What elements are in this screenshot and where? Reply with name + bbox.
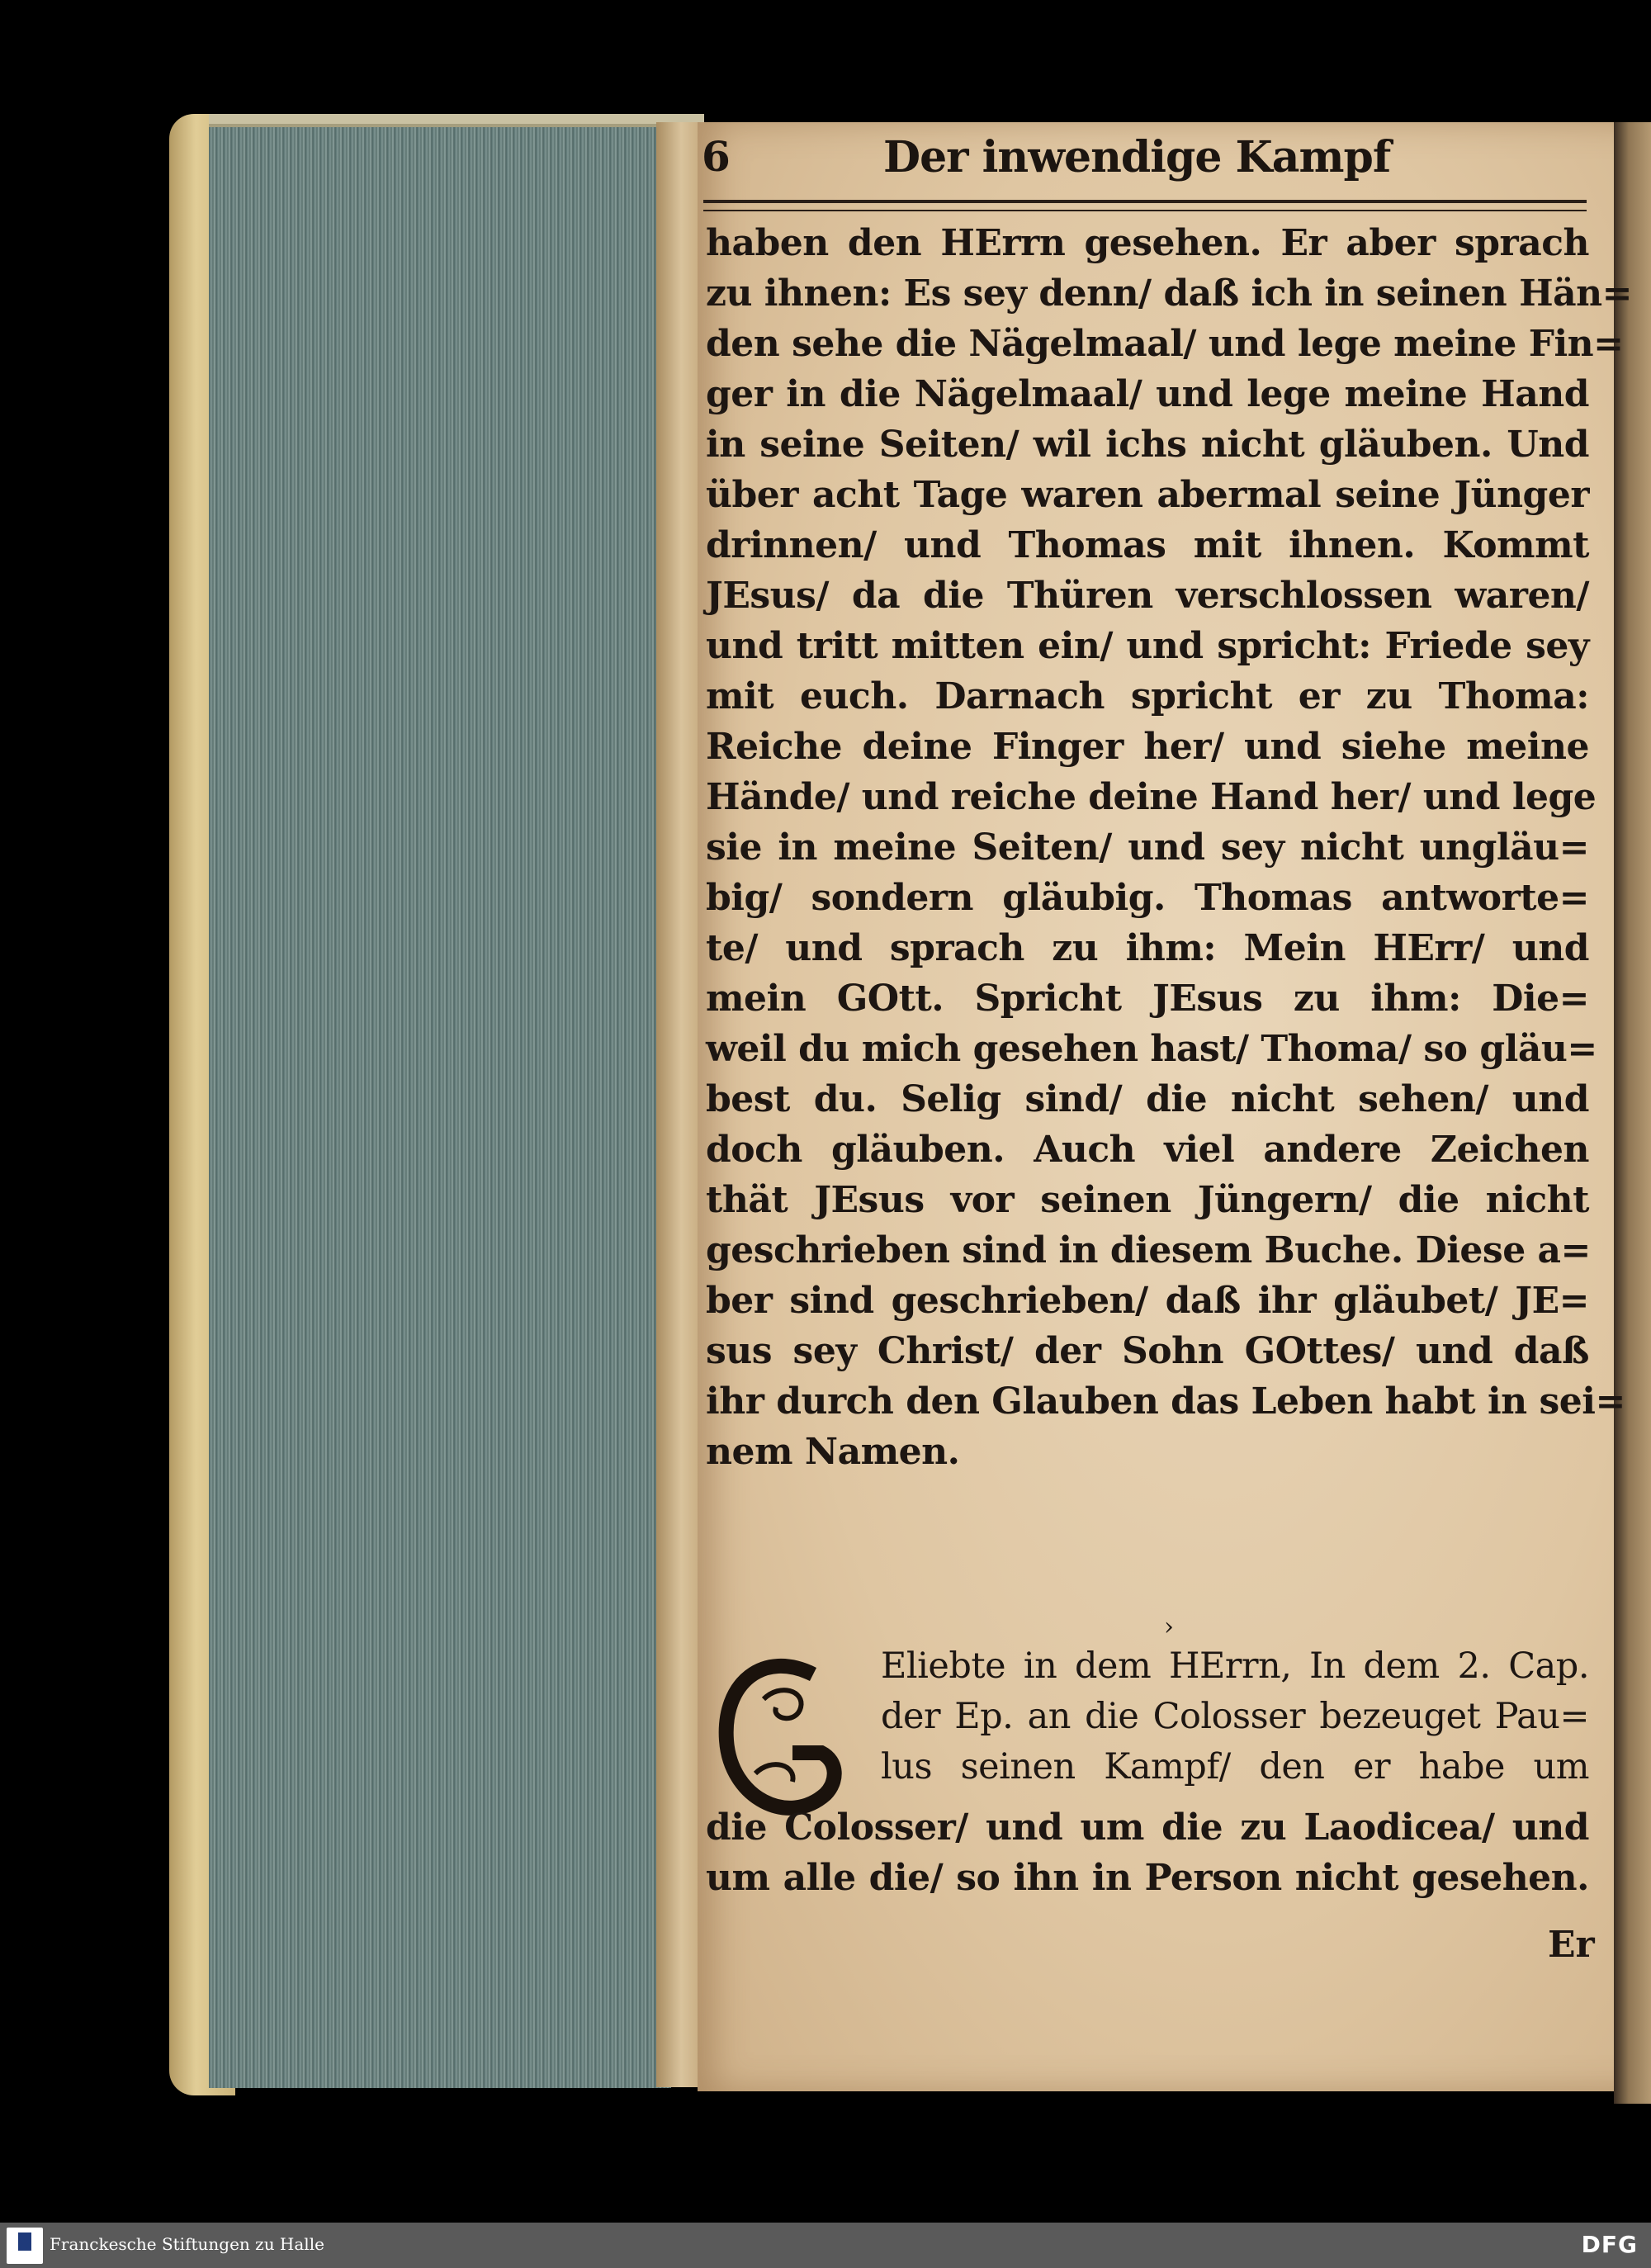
text-line: nem Namen.	[706, 1431, 960, 1473]
text-line: JEsus/ da die Thüren verschlossen waren/	[706, 575, 1589, 617]
text-line: geschrieben sind in diesem Buche. Diese a=	[706, 1229, 1591, 1271]
text-line: doch gläuben. Auch viel andere Zeichen	[706, 1129, 1589, 1171]
text-line: ber sind geschrieben/ daß ihr gläubet/ JE=	[706, 1280, 1589, 1322]
drop-cap-initial	[706, 1641, 850, 1827]
text-line: lus seinen Kampf/ den er habe um	[881, 1746, 1589, 1787]
text-line: weil du mich gesehen hast/ Thoma/ so gläu=	[706, 1028, 1597, 1070]
text-line: sus sey Christ/ der Sohn GOttes/ und daß	[706, 1330, 1589, 1372]
text-line: thät JEsus vor seinen Jüngern/ die nicht	[706, 1179, 1589, 1221]
running-head: Der inwendige Kampf	[883, 132, 1391, 182]
text-line: sie in meine Seiten/ und sey nicht ungläu=	[706, 826, 1589, 869]
text-line: drinnen/ und Thomas mit ihnen. Kommt	[706, 524, 1589, 566]
text-line: haben den HErrn gesehen. Er aber sprach	[706, 222, 1589, 264]
text-line: mein GOtt. Spricht JEsus zu ihm: Die=	[706, 978, 1589, 1020]
institution-label: Franckesche Stiftungen zu Halle	[50, 2234, 324, 2254]
text-line: der Ep. an die Colosser bezeuget Pau=	[881, 1696, 1589, 1737]
text-line: zu ihnen: Es sey denn/ daß ich in seinen Hän=	[706, 272, 1633, 315]
body-text	[706, 218, 1633, 1477]
footer-bar	[0, 2223, 1651, 2268]
text-line: te/ und sprach zu ihm: Mein HErr/ und	[706, 927, 1589, 969]
text-line: den sehe die Nägelmaal/ und lege meine Fin=	[706, 323, 1624, 365]
page-number: 6	[702, 132, 731, 181]
initial-ornament-icon	[714, 1650, 846, 1823]
institution-logo-icon	[7, 2228, 43, 2264]
text-line: Reiche deine Finger her/ und siehe meine	[706, 726, 1589, 768]
catchword: Er	[1548, 1924, 1595, 1966]
page-header	[702, 132, 1589, 190]
text-line: Eliebte in dem HErrn, In dem 2. Cap.	[881, 1645, 1589, 1687]
text-line: die Colosser/ und um die zu Laodicea/ und	[706, 1806, 1589, 1849]
text-line: Hände/ und reiche deine Hand her/ und lege	[706, 776, 1597, 818]
text-line: ger in die Nägelmaal/ und lege meine Hand	[706, 373, 1589, 415]
funder-logo: DFG	[1581, 2231, 1638, 2258]
text-line: big/ sondern gläubig. Thomas antworte=	[706, 877, 1589, 919]
page-content	[528, 0, 1651, 2229]
text-line: mit euch. Darnach spricht er zu Thoma:	[706, 675, 1589, 717]
indented-lines	[881, 1641, 1589, 1792]
text-line: und tritt mitten ein/ und spricht: Friede sey	[706, 625, 1589, 667]
paragraph-with-initial	[706, 1641, 1589, 1899]
header-rule	[703, 200, 1587, 211]
text-line: in seine Seiten/ wil ichs nicht gläuben. Und	[706, 424, 1589, 466]
text-line: über acht Tage waren abermal seine Jünger	[706, 474, 1589, 516]
text-line: best du. Selig sind/ die nicht sehen/ und	[706, 1078, 1589, 1120]
text-line: um alle die/ so ihn in Person nicht gesehen.	[706, 1857, 1589, 1899]
text-line: ihr durch den Glauben das Leben habt in sei=	[706, 1380, 1625, 1423]
marginal-mark: ›	[1164, 1612, 1174, 1641]
full-lines	[706, 1802, 1589, 1903]
